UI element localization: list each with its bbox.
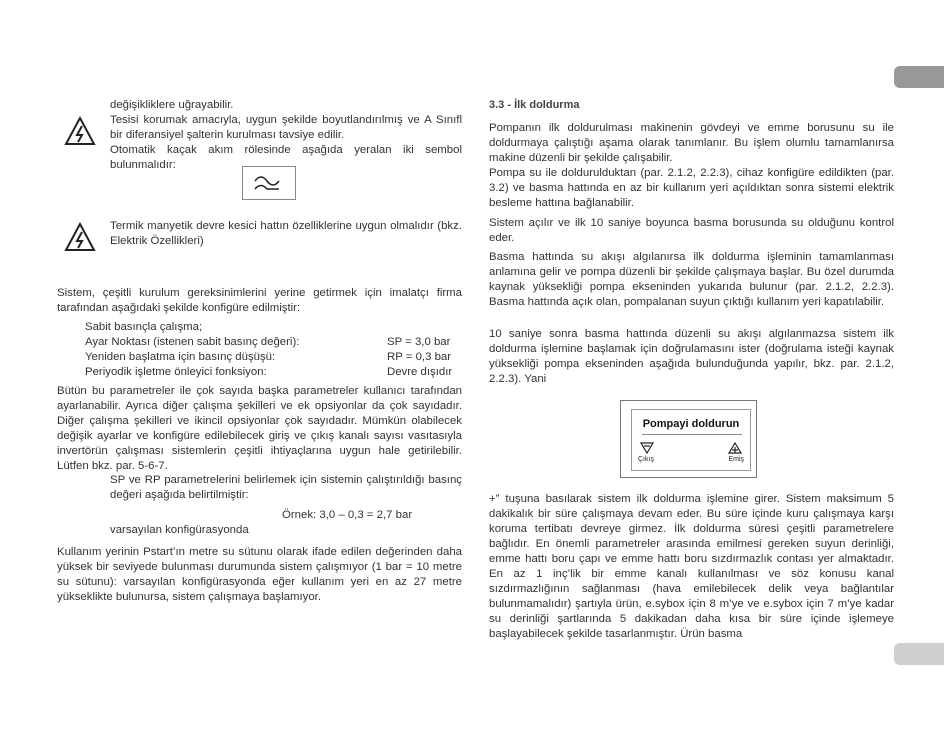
display-screen <box>631 409 751 471</box>
config-intro: Sistem, çeşitli kurulum gereksinimlerini yerine getirmek için imalatçı firma tarafından aşağıdaki şekilde konfigüre edilmiştir: <box>57 287 462 314</box>
right-paragraph-4: Basma hattında su akışı algılanırsa ilk doldurma işleminin tamamlanması anlamına gelir ve pompa düzenli bir şekilde çalışmaya başlar. Bu özel durumda kaynak yüksekliği pompa ekseninden yukarıda bulunur (par. 2.1.2, 2.2.3). Basma hattında açık olan, pompalanan suyun çıktığı kullanım yeri kapatılabilir. <box>489 251 894 308</box>
warning1-line2: Tesisi korumak amacıyla, uygun şekilde boyutlandırılmış ve A Sınıfl bir diferansiyel şalterin kurulması tavsiye edilir. <box>110 114 462 141</box>
config-list-title: Sabit basınçla çalışma; <box>85 321 203 333</box>
config-row <box>85 350 462 365</box>
right-paragraph-1: Pompanın ilk doldurulması makinenin gövdeyi ve emme borusunu su ile doldurmaya çalıştığı aşama olarak tanımlanır. Bu işlem olumlu tamamlanırsa makine düzenli bir şekilde çalışabilir. <box>489 122 894 164</box>
config-label: Ayar Noktası (istenen sabit basınç değeri): <box>85 336 300 348</box>
pstart-paragraph: Kullanım yerinin Pstart’ın metre su sütunu olarak ifade edilen değerinden daha yüksek bir seviyede bulunması durumunda sistem çalışmıyor (1 bar = 10 metre su sütunu): varsayılan konfigürasyonda eğer kullanım yeri en az 27 metre yükseklikte bulunursa, sistem çalışmaya başlamıyor. <box>57 546 462 603</box>
edge-tab-bottom <box>894 643 944 665</box>
warning1-line1: değişikliklere uğrayabilir. <box>110 99 234 111</box>
electrical-warning-icon <box>64 116 96 146</box>
display-left-label: Çıkış <box>638 456 654 463</box>
config-value: Devre dışıdır <box>387 366 453 378</box>
right-paragraph-6: +” tuşuna basılarak sistem ilk doldurma işlemine girer. Sistem maksimum 5 dakikalık bir süre çalışmaya devam eder. Bu süre içinde kuru çalışmaya karşı koruma tertibatı devreye girmez. İlk doldurma süresi çeşitli parametrelere bağlıdır. En önemli parametreler arasında emilmesi gereken suyun derinliği, emme hattı boru çapı ve emme hattı boru sızdırmazlık contası yer almaktadır. En az 1 inç’lik bir emme kanalı kullanılması ve söz konusu kanal sızdırmazlığının sağlanması (hava emilebilecek delik veya bağlantılar bulunmamalıdır) şartıyla ürün, e.sybox için 8 m’ye ve e.sybox için 7 m’ye kadar su derinliği şartlarında 5 dakikadan daha kısa bir süre içinde işlemeye başlayabilecek şekilde tasarlanmıştır. Ürün basma <box>489 493 894 640</box>
config-value: SP = 3,0 bar <box>387 336 451 348</box>
config-label: Periyodik işletme önleyici fonksiyon: <box>85 366 267 378</box>
edge-tab-top <box>894 66 944 88</box>
warning1-line3: Otomatik kaçak akım rölesinde aşağıda yeralan iki sembol bulunmalıdır: <box>110 144 462 171</box>
parameters-paragraph: Bütün bu parametreler ile çok sayıda başka parametreler kullanıcı tarafından ayarlanabilir. Ayrıca diğer çalışma şekilleri ve ek opsiyonlar da çok sayıdadır. Diğer çalışma şekilleri ve ikincil opsiyonlar çok sayıdadır. Mümkün olabilecek değişik ayarlar ve konfigüre edilebilecek giriş ve çıkış kanalı sayısı vasıtasıyla invertörün çalışması sistemlerin çeşitli ihtiyaçlarına uygun hale getirilebilir. Lütfen bkz. par. 5-6-7. <box>57 385 462 472</box>
example-line: Örnek: 3,0 – 0,3 = 2,7 bar <box>282 509 413 521</box>
display-divider <box>642 434 742 435</box>
config-row <box>85 335 462 350</box>
config-row <box>85 365 462 380</box>
device-display <box>620 400 757 478</box>
config-label: Yeniden başlatma için basınç düşüşü: <box>85 351 276 363</box>
minus-button-icon <box>640 442 654 454</box>
electrical-warning-icon <box>64 222 96 252</box>
right-paragraph-3: Sistem açılır ve ilk 10 saniye boyunca basma borusunda su olduğunu kontrol eder. <box>489 217 894 244</box>
rcd-symbol-box <box>242 166 296 200</box>
right-paragraph-5: 10 saniye sonra basma hattında düzenli su akışı algılanmazsa sistem ilk doldurma işlemine başlamak için doğrulamasını ister (doğrulama isteği kaynak yüksekliği pompa ekseninden aşağıda bulunduğunda yapılır, bkz. par. 2.1.2, 2.2.3). Yani <box>489 328 894 385</box>
sp-rp-paragraph: SP ve RP parametrelerini belirlemek için sistemin çalıştırıldığı basınç değeri aşağıda belirtilmiştir: <box>110 474 462 501</box>
display-right-label: Emiş <box>728 456 744 463</box>
right-paragraph-2: Pompa su ile doldurulduktan (par. 2.1.2, 2.2.3), cihaz konfigüre edildikten (par. 3.2) ve basma hattında en az bir kullanım yeri açıldıktan sonra sistemi elektrik besleme hattına bağlanabilir. <box>489 167 894 209</box>
section-heading: 3.3 - İlk doldurma <box>489 99 580 111</box>
config-value: RP = 0,3 bar <box>387 351 452 363</box>
warning2-text: Termik manyetik devre kesici hattın özelliklerine uygun olmalıdır (bkz. Elektrik Özellikleri) <box>110 220 462 247</box>
rcd-symbol-icon <box>243 167 295 199</box>
plus-button-icon <box>728 442 742 454</box>
display-title: Pompayi doldurun <box>642 418 740 430</box>
example-tail: varsayılan konfigürasyonda <box>110 524 249 536</box>
